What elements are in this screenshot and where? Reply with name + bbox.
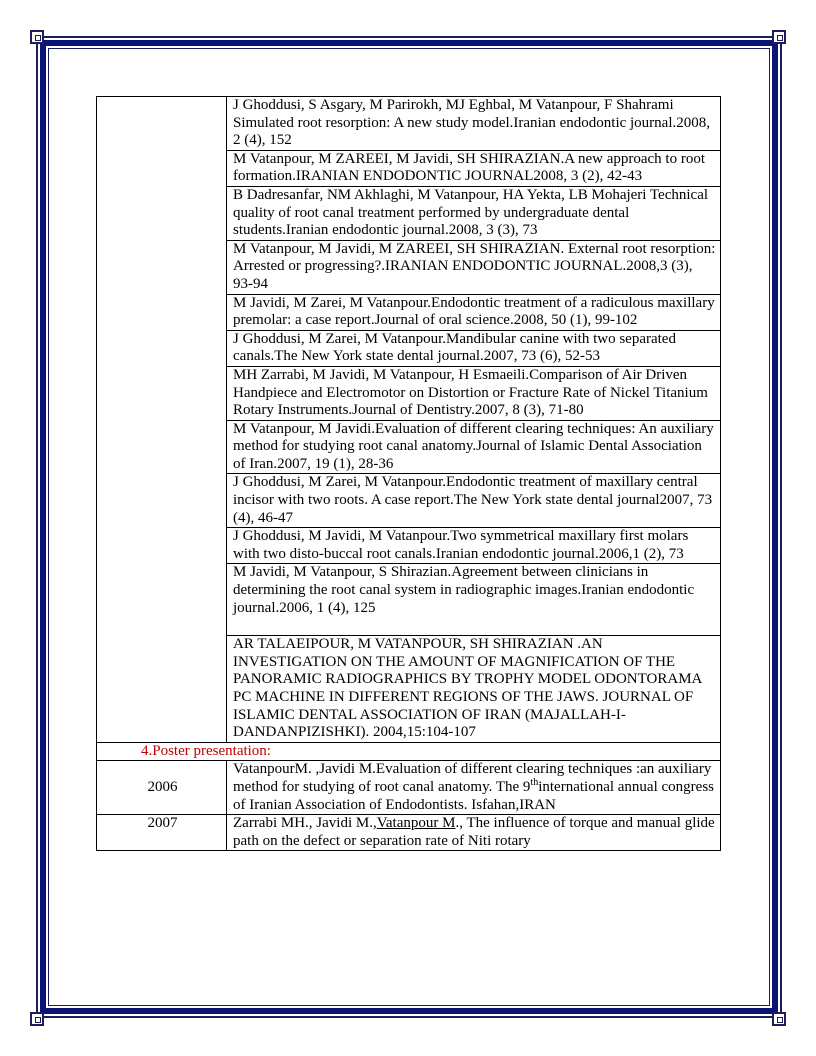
publication-entry: M Javidi, M Zarei, M Vatanpour.Endodontic treatment of a radiculous maxillary premolar: a case report.Journal of oral science.2008, 50 (1), 99-102 [227, 294, 721, 330]
publication-entry: J Ghoddusi, M Zarei, M Vatanpour.Endodontic treatment of maxillary central incisor with two roots. A case report.The New York state dental journal2007, 73 (4), 46-47 [227, 474, 721, 528]
year-cell: 2007 [97, 815, 227, 851]
highlighted-author: Vatanpour M [376, 815, 456, 832]
publication-entry: AR TALAEIPOUR, M VATANPOUR, SH SHIRAZIAN .AN INVESTIGATION ON THE AMOUNT OF MAGNIFICATION OF THE PANORAMIC RADIOGRAPHICS BY TROPHY MODEL ODONTORAMA PC MACHINE IN DIFFERENT REGIONS OF THE JAWS. JOURNAL OF ISLAMIC DENTAL ASSOCIATION OF IRAN (MAJALLAH-I-DANDANPIZISHKI). 2004,15:104-107 [227, 636, 721, 743]
publication-entry: M Vatanpour, M Javidi, M ZAREEI, SH SHIRAZIAN. External root resorption: Arrested or progressing?.IRANIAN ENDODONTIC JOURNAL.2008,3 (3), 93-94 [227, 240, 721, 294]
border-corner-bottom-right [772, 1012, 786, 1026]
poster-text: VatanpourM. ,Javidi M.Evaluation of different clearing techniques :an auxiliary method for studying of root canal anatomy. The 9 [233, 761, 712, 795]
publications-table [96, 96, 721, 851]
border-corner-top-left [30, 30, 44, 44]
section-heading: 4.Poster presentation: [97, 742, 721, 761]
table-row [97, 742, 721, 761]
poster-text: international annual congress of Iranian Association of Endodontists. Isfahan,IRAN [233, 778, 714, 813]
publication-entry: J Ghoddusi, M Javidi, M Vatanpour.Two symmetrical maxillary first molars with two disto-buccal root canals.Iranian endodontic journal.2006,1 (2), 73 [227, 528, 721, 564]
publication-entry: B Dadresanfar, NM Akhlaghi, M Vatanpour, HA Yekta, LB Mohajeri Technical quality of root canal treatment performed by undergraduate dental students.Iranian endodontic journal.2008, 3 (3), 73 [227, 186, 721, 240]
poster-entry [227, 761, 721, 815]
table-row [97, 97, 721, 151]
year-cell-empty [97, 97, 227, 743]
year-cell: 2006 [97, 761, 227, 815]
poster-entry [227, 815, 721, 851]
publication-entry: MH Zarrabi, M Javidi, M Vatanpour, H Esmaeili.Comparison of Air Driven Handpiece and Electromotor on Distortion or Fracture Rate of Nickel Titanium Rotary Instruments.Journal of Dentistry.2007, 8 (3), 71-80 [227, 366, 721, 420]
publication-entry: J Ghoddusi, S Asgary, M Parirokh, MJ Eghbal, M Vatanpour, F Shahrami Simulated root resorption: A new study model.Iranian endodontic journal.2008, 2 (4), 152 [227, 97, 721, 151]
publication-entry: M Javidi, M Vatanpour, S Shirazian.Agreement between clinicians in determining the root canal system in radiographic images.Iranian endodontic journal.2006, 1 (4), 125 [227, 564, 721, 636]
border-corner-top-right [772, 30, 786, 44]
poster-text: ., The influence of torque and manual glide path on the defect or separation rate of Niti rotary [233, 815, 715, 849]
publication-entry: M Vatanpour, M Javidi.Evaluation of different clearing techniques: An auxiliary method for studying root canal anatomy.Journal of Islamic Dental Association of Iran.2007, 19 (1), 28-36 [227, 420, 721, 474]
publication-entry: M Vatanpour, M ZAREEI, M Javidi, SH SHIRAZIAN.A new approach to root formation.IRANIAN ENDODONTIC JOURNAL2008, 3 (2), 42-43 [227, 150, 721, 186]
ordinal-suffix: th [530, 776, 539, 788]
border-corner-bottom-left [30, 1012, 44, 1026]
publication-entry: J Ghoddusi, M Zarei, M Vatanpour.Mandibular canine with two separated canals.The New York state dental journal.2007, 73 (6), 52-53 [227, 330, 721, 366]
table-row [97, 815, 721, 851]
poster-text: Zarrabi MH., Javidi M., [233, 815, 377, 832]
table-row [97, 761, 721, 815]
